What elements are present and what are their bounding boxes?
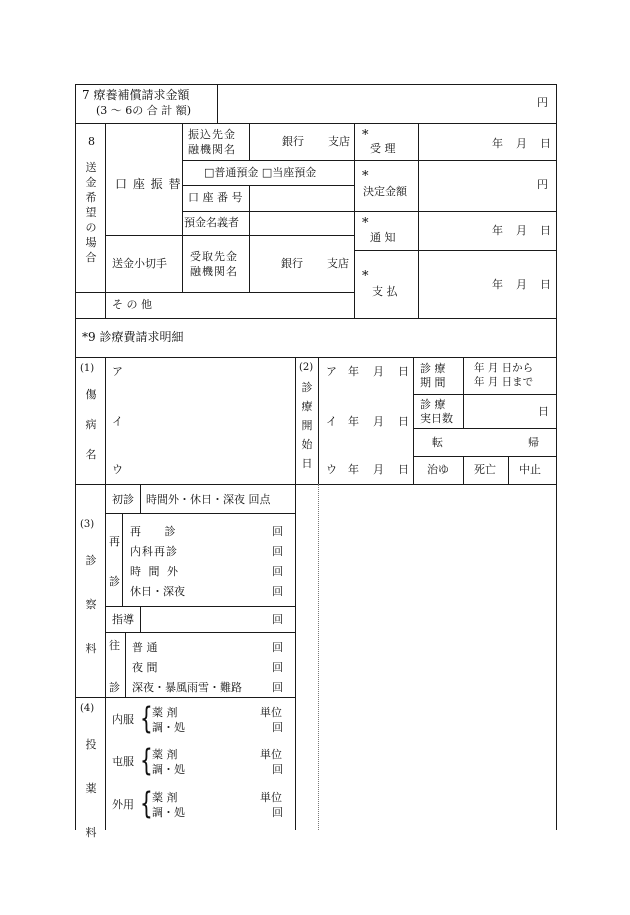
receipt-label: 受 理 <box>370 142 396 155</box>
consultation-vertical-label: 診察料 <box>85 554 97 655</box>
disease-i-label[interactable]: イ <box>112 415 123 428</box>
rule <box>105 235 354 236</box>
disease-vertical-label: 傷病名 <box>85 388 97 461</box>
rule <box>463 456 464 484</box>
section9-title: *9 診療費請求明細 <box>82 330 184 344</box>
start-date-i-month[interactable]: 月 <box>373 415 384 428</box>
branch-unit-2: 支店 <box>327 257 349 270</box>
outcome-label-ten: 転 <box>432 436 443 449</box>
transfer-bank-label-2: 融機関名 <box>188 143 236 156</box>
holiday-night-count[interactable]: 回 <box>272 585 283 598</box>
branch-unit: 支店 <box>328 135 350 148</box>
total-claim-yen[interactable]: 円 <box>537 96 548 109</box>
rule <box>217 84 218 123</box>
rule <box>413 428 556 429</box>
start-date-i-label: イ <box>326 415 337 428</box>
actual-days-label-2: 実日数 <box>420 412 453 425</box>
payment-label: 支 払 <box>372 285 398 298</box>
rule <box>75 318 556 319</box>
rule <box>413 394 556 395</box>
rule <box>122 513 123 606</box>
actual-days-unit[interactable]: 日 <box>538 405 549 418</box>
account-number-label: 口 座 番 号 <box>188 191 243 204</box>
notice-day: 日 <box>540 224 551 237</box>
official-use-mark: * <box>362 169 369 184</box>
asneeded-drug-label: 薬 剤 <box>152 748 178 761</box>
guidance-label: 指導 <box>112 613 134 626</box>
rule <box>354 250 556 251</box>
asneeded-prep-count[interactable]: 回 <box>272 763 283 776</box>
revisit-vertical-2: 診 <box>109 575 120 588</box>
other-label: そ の 他 <box>112 298 152 311</box>
rule <box>354 160 556 161</box>
rule <box>105 513 295 514</box>
oral-prep-label: 調・処 <box>152 721 185 734</box>
total-claim-sublabel: (3 〜 6の 合 計 額) <box>96 104 192 117</box>
external-prep-count[interactable]: 回 <box>272 806 283 819</box>
outcome-death[interactable]: 死亡 <box>474 463 496 476</box>
rule <box>318 357 319 484</box>
rule <box>75 484 556 485</box>
notice-month: 月 <box>516 224 527 237</box>
rule <box>140 606 141 632</box>
official-use-mark: * <box>362 269 369 284</box>
asneeded-drug-unit[interactable]: 単位 <box>260 748 282 761</box>
start-date-u-label: ウ <box>326 463 337 476</box>
start-date-u-day[interactable]: 日 <box>398 463 409 476</box>
brace-icon: { <box>140 700 153 736</box>
deposit-type-checkboxes[interactable]: □普通預金 □当座預金 <box>204 166 317 179</box>
rule <box>105 606 295 607</box>
receipt-day: 日 <box>540 137 551 150</box>
after-hours-count[interactable]: 回 <box>272 565 283 578</box>
start-date-i-day[interactable]: 日 <box>398 415 409 428</box>
rule <box>75 292 354 293</box>
dotted-divider <box>318 484 319 830</box>
external-drug-unit[interactable]: 単位 <box>260 791 282 804</box>
disease-number: (1) <box>80 363 95 374</box>
start-date-a-year[interactable]: 年 <box>348 365 359 378</box>
external-label: 外用 <box>112 798 134 811</box>
outcome-label-ki: 帰 <box>528 436 539 449</box>
external-prep-label: 調・処 <box>152 806 185 819</box>
outcome-discontinued[interactable]: 中止 <box>519 463 541 476</box>
start-date-a-label: ア <box>326 365 337 378</box>
internal-revisit-label: 内科再診 <box>130 545 178 558</box>
start-date-i-year[interactable]: 年 <box>348 415 359 428</box>
start-date-a-month[interactable]: 月 <box>373 365 384 378</box>
external-drug-label: 薬 剤 <box>152 791 178 804</box>
rule <box>75 123 556 124</box>
revisit-label: 再 診 <box>130 525 186 538</box>
official-use-mark: * <box>362 128 369 143</box>
rule <box>125 632 126 697</box>
total-claim-label: 7 療養補償請求金額 <box>82 88 190 102</box>
rule <box>418 123 419 318</box>
rule <box>182 211 354 212</box>
period-from[interactable]: 年 月 日から <box>474 362 534 374</box>
house-call-vertical-2: 診 <box>109 681 120 694</box>
payment-month: 月 <box>516 278 527 291</box>
medication-vertical-label: 投薬料 <box>85 738 97 839</box>
rule <box>75 84 76 830</box>
rule <box>249 123 250 160</box>
account-transfer-label: 口 座 振 替 <box>115 177 182 191</box>
section8-number: 8 <box>88 135 95 148</box>
disease-u-label[interactable]: ウ <box>112 463 123 476</box>
guidance-count[interactable]: 回 <box>272 613 283 626</box>
account-holder-label: 預金名義者 <box>184 216 239 229</box>
rule <box>249 211 250 235</box>
rule <box>508 456 509 484</box>
payment-day: 日 <box>540 278 551 291</box>
notice-label: 通 知 <box>370 231 396 244</box>
period-to[interactable]: 年 月 日まで <box>474 376 534 388</box>
rule <box>249 185 250 211</box>
bank-unit: 銀行 <box>282 135 304 148</box>
rule <box>463 357 464 428</box>
rule <box>105 484 106 830</box>
brace-icon: { <box>140 742 153 778</box>
decided-amount-label: 決定金額 <box>363 185 407 198</box>
official-use-mark: * <box>362 216 369 231</box>
oral-drug-label: 薬 剤 <box>152 706 178 719</box>
remittance-vertical-label: 送金希望の場合 <box>85 161 97 264</box>
rule <box>354 211 556 212</box>
difficult-visit-label: 深夜・暴風雨雪・難路 <box>132 681 242 694</box>
payment-year: 年 <box>492 278 503 291</box>
start-date-a-day[interactable]: 日 <box>398 365 409 378</box>
rule <box>105 357 106 484</box>
night-visit-label: 夜 間 <box>132 661 158 674</box>
rule <box>556 84 557 830</box>
revisit-vertical-1: 再 <box>109 535 120 548</box>
treatment-period-label-2: 期 間 <box>420 376 446 389</box>
rule <box>75 697 295 698</box>
oral-drug-unit[interactable]: 単位 <box>260 706 282 719</box>
rule <box>75 84 556 85</box>
remittance-check-label: 送金小切手 <box>112 257 167 270</box>
receipt-year: 年 <box>492 137 503 150</box>
house-call-vertical-1: 往 <box>109 639 120 652</box>
difficult-visit-count[interactable]: 回 <box>272 681 283 694</box>
medication-number: (4) <box>80 703 95 714</box>
first-visit-label: 初診 <box>112 493 134 506</box>
rule <box>182 160 354 161</box>
rule <box>182 185 354 186</box>
normal-visit-count[interactable]: 回 <box>272 641 283 654</box>
rule <box>249 235 250 292</box>
brace-icon: { <box>140 785 153 821</box>
rule <box>75 357 556 358</box>
receipt-month: 月 <box>516 137 527 150</box>
night-visit-count[interactable]: 回 <box>272 661 283 674</box>
receiving-bank-label-1: 受取先金 <box>190 250 238 263</box>
holiday-night-label: 休日・深夜 <box>130 585 185 598</box>
rule <box>413 456 556 457</box>
outcome-cured[interactable]: 治ゆ <box>427 463 449 476</box>
rule <box>295 357 296 830</box>
rule <box>140 484 141 513</box>
revisit-count[interactable]: 回 <box>272 525 283 538</box>
transfer-bank-label-1: 振込先金 <box>188 128 236 141</box>
oral-label: 内服 <box>112 713 134 726</box>
normal-visit-label: 普 通 <box>132 641 158 654</box>
asneeded-label: 屯服 <box>112 755 134 768</box>
actual-days-label-1: 診 療 <box>420 398 446 411</box>
consultation-number: (3) <box>80 519 95 530</box>
rule <box>182 123 183 292</box>
rule <box>413 357 414 484</box>
asneeded-prep-label: 調・処 <box>152 763 185 776</box>
notice-year: 年 <box>492 224 503 237</box>
rule <box>105 632 295 633</box>
start-date-number: (2) <box>299 362 314 373</box>
receiving-bank-label-2: 融機関名 <box>190 265 238 278</box>
start-date-u-month[interactable]: 月 <box>373 463 384 476</box>
disease-a-label[interactable]: ア <box>112 365 123 378</box>
start-date-vertical-label: 診療開始日 <box>301 381 313 470</box>
rule <box>105 123 106 318</box>
decided-amount-yen: 円 <box>537 178 548 191</box>
start-date-u-year[interactable]: 年 <box>348 463 359 476</box>
after-hours-label: 時 間 外 <box>130 565 180 578</box>
treatment-period-label-1: 診 療 <box>420 362 446 375</box>
internal-revisit-count[interactable]: 回 <box>272 545 283 558</box>
oral-prep-count[interactable]: 回 <box>272 721 283 734</box>
rule <box>354 123 355 318</box>
first-visit-detail[interactable]: 時間外・休日・深夜 回点 <box>146 493 271 506</box>
bank-unit-2: 銀行 <box>281 257 303 270</box>
